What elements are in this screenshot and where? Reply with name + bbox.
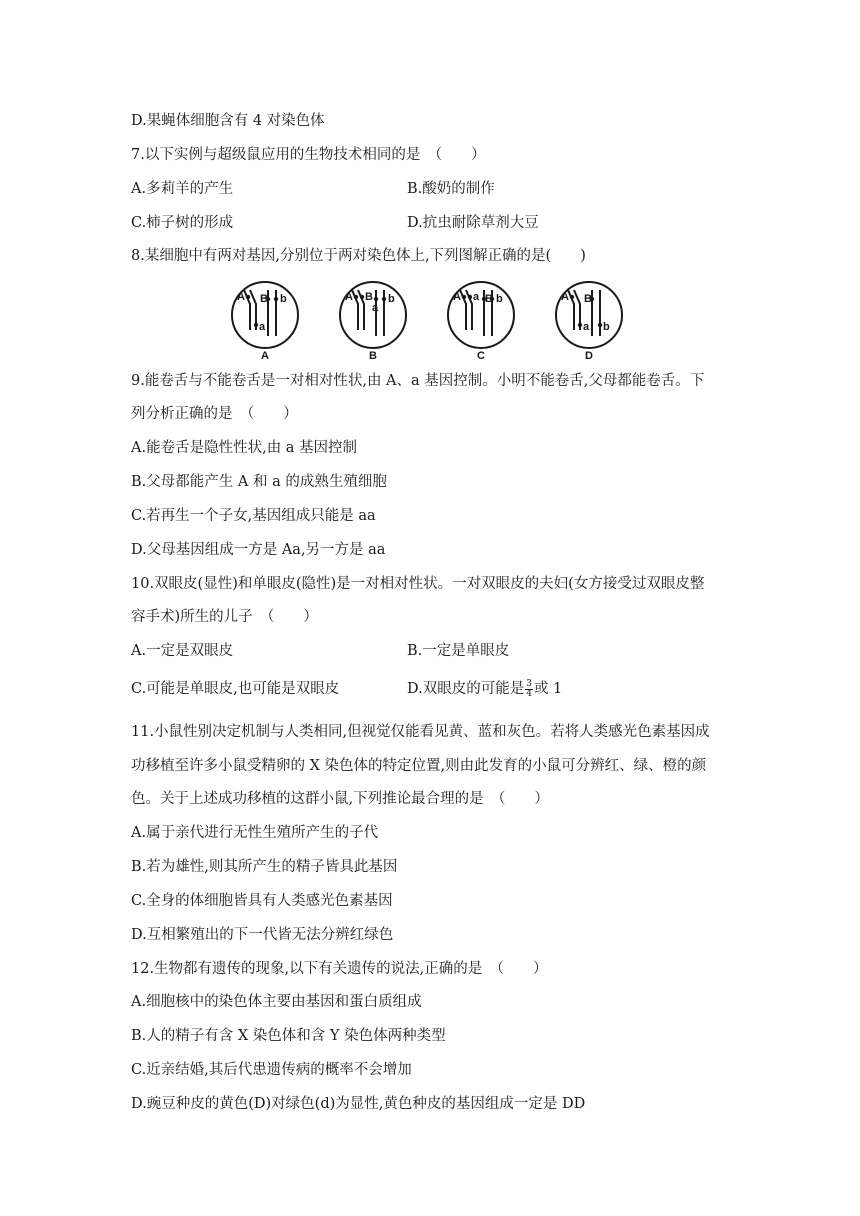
gene-label: b [603,321,610,333]
q10-option-d-suffix: 或 1 [533,681,563,697]
q10-option-d-prefix: D.双眼皮的可能是 [407,681,525,697]
gene-label: b [388,293,395,305]
q10-stem-line2: 容手术)所生的儿子 （ ） [131,609,318,625]
cell-diagram-d [544,280,634,350]
q8-stem: 8.某细胞中有两对基因,分别位于两对染色体上,下列图解正确的是( ) [131,248,586,264]
gene-label: a [259,321,266,333]
gene-label: B [260,293,268,305]
q12-stem: 12.生物都有遗传的现象,以下有关遗传的说法,正确的是 （ ） [131,961,548,977]
gene-label: B [485,293,493,305]
figure-caption: D [585,350,593,362]
q12-option-d: D.豌豆种皮的黄色(D)对绿色(d)为显性,黄色种皮的基因组成一定是 DD [131,1096,586,1112]
q12-option-c: C.近亲结婚,其后代患遗传病的概率不会增加 [131,1062,412,1078]
cell-diagram-b [328,280,418,350]
figure-caption: C [477,350,485,362]
cell-diagram-c [436,280,526,350]
q11-option-a: A.属于亲代进行无性生殖所产生的子代 [131,825,379,841]
cell-diagram-a [220,280,310,350]
gene-label: A [561,291,569,303]
q10-option-b: B.一定是单眼皮 [407,643,510,659]
q10-option-c: C.可能是单眼皮,也可能是双眼皮 [131,681,340,697]
fraction-numerator: 3 [526,678,532,689]
fraction [525,680,533,699]
q7-option-a: A.多莉羊的产生 [131,181,234,197]
q11-stem-line1: 11.小鼠性别决定机制与人类相同,但视觉仅能看见黄、蓝和灰色。若将人类感光色素基因成 [131,724,710,740]
gene-label: a [583,321,590,333]
q11-option-d: D.互相繁殖出的下一代皆无法分辨红绿色 [131,927,394,943]
q11-stem-line3: 色。关于上述成功移植的这群小鼠,下列推论最合理的是 （ ） [131,791,549,807]
gene-label: A [237,291,245,303]
q9-option-c: C.若再生一个子女,基因组成只能是 aa [131,508,376,524]
q7-option-d: D.抗虫耐除草剂大豆 [407,215,539,231]
q8-diagram-row [220,280,640,366]
gene-label: B [365,291,373,303]
q7-stem: 7.以下实例与超级鼠应用的生物技术相同的是 （ ） [131,147,486,163]
gene-label: a [372,302,379,314]
q7-option-c: C.柿子树的形成 [131,215,234,231]
q8-figure-b [328,280,418,366]
q8-figure-a [220,280,310,366]
figure-caption: A [261,350,269,362]
gene-label: B [584,293,592,305]
q9-option-d: D.父母基因组成一方是 Aa,另一方是 aa [131,542,386,558]
q8-figure-c [436,280,526,366]
q9-stem-line1: 9.能卷舌与不能卷舌是一对相对性状,由 A、a 基因控制。小明不能卷舌,父母都能卷舌。下 [131,373,705,389]
q10-option-d [407,679,562,699]
gene-label: a [473,291,480,303]
q11-option-c: C.全身的体细胞皆具有人类感光色素基因 [131,893,393,909]
fraction-denominator: 4 [526,688,532,699]
q11-option-b: B.若为雄性,则其所产生的精子皆具此基因 [131,859,398,875]
q9-option-b: B.父母都能产生 A 和 a 的成熟生殖细胞 [131,474,387,490]
q10-stem-line1: 10.双眼皮(显性)和单眼皮(隐性)是一对相对性状。一对双眼皮的夫妇(女方接受过双眼皮整 [131,576,705,592]
q9-stem-line2: 列分析正确的是 （ ） [131,406,298,422]
q7-option-b: B.酸奶的制作 [407,181,495,197]
gene-label: A [453,291,461,303]
q6-option-d: D.果蝇体细胞含有 4 对染色体 [131,113,325,129]
gene-label: A [345,291,353,303]
gene-label: b [280,293,287,305]
q8-figure-d [544,280,634,366]
q10-option-a: A.一定是双眼皮 [131,643,234,659]
figure-caption: B [369,350,377,362]
q12-option-b: B.人的精子有含 X 染色体和含 Y 染色体两种类型 [131,1028,446,1044]
q12-option-a: A.细胞核中的染色体主要由基因和蛋白质组成 [131,994,422,1010]
q9-option-a: A.能卷舌是隐性性状,由 a 基因控制 [131,440,358,456]
q11-stem-line2: 功移植至许多小鼠受精卵的 X 染色体的特定位置,则由此发育的小鼠可分辨红、绿、橙的颜 [131,758,707,774]
gene-label: b [496,293,503,305]
